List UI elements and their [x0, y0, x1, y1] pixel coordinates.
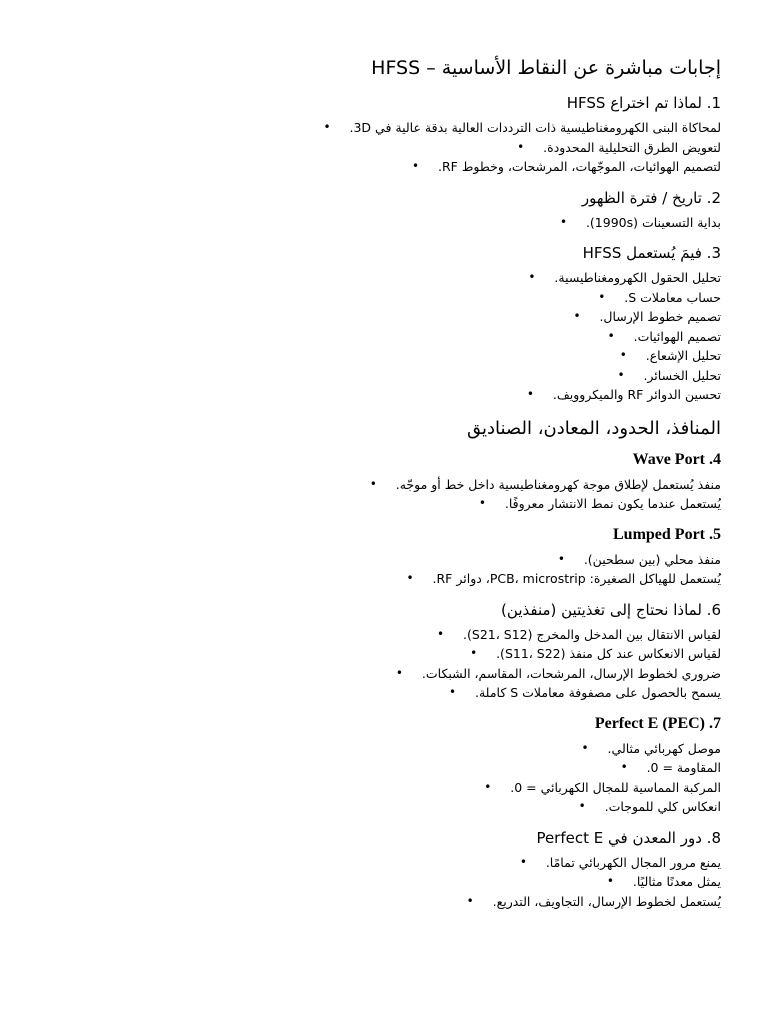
list-item-wrap — [437, 625, 721, 645]
list-item-wrap — [620, 758, 721, 778]
list-item — [261, 778, 721, 798]
bullet-icon: • — [528, 270, 536, 284]
bullet-icon: • — [620, 760, 628, 774]
list-item-wrap — [581, 739, 721, 759]
list-item-text: تحليل الإشعاع. — [645, 348, 721, 363]
list-item — [261, 683, 721, 703]
bullet-list — [261, 475, 721, 514]
section-6 — [261, 524, 721, 589]
list-item-text: لمحاكاة البنى الكهرومغناطيسية ذات الترددات العالية بدقة عالية في 3D. — [349, 120, 721, 135]
bullet-icon: • — [470, 646, 478, 660]
list-item-text: انعكاس كلي للموجات. — [604, 799, 721, 814]
section-9 — [261, 827, 721, 912]
list-item-text: يُستعمل للهياكل الصغيرة: PCB، microstrip، دوائر RF. — [432, 571, 721, 586]
list-item-text: تصميم خطوط الإرسال. — [599, 309, 721, 324]
list-item-text: المقاومة = 0. — [646, 760, 721, 775]
list-item-text: بداية التسعينات (1990s). — [585, 214, 721, 230]
list-item-wrap — [606, 872, 721, 892]
list-item-wrap — [607, 327, 721, 347]
list-item-wrap — [369, 475, 721, 495]
list-item — [261, 758, 721, 778]
bullet-icon: • — [466, 893, 474, 908]
list-item-text: لقياس الانتقال بين المدخل والمخرج (S21، S12). — [463, 626, 721, 642]
bullet-icon: • — [437, 626, 445, 641]
list-item-text: يمثل معدنًا مثاليًا. — [632, 874, 721, 889]
list-item-text: تحليل الحقول الكهرومغناطيسية. — [554, 270, 721, 285]
document-content — [261, 54, 721, 921]
list-item — [261, 625, 721, 645]
bullet-icon: • — [617, 367, 625, 382]
list-item-wrap — [470, 644, 721, 664]
section-heading: 1. لماذا تم اختراع HFSS — [566, 94, 721, 112]
list-item-text: يُستعمل لخطوط الإرسال، التجاويف، التدريع. — [492, 893, 721, 909]
list-item — [261, 385, 721, 405]
section-heading: 8. دور المعدن في Perfect E — [536, 828, 721, 847]
list-item-text: يمنع مرور المجال الكهربائي تمامًا. — [545, 854, 721, 870]
bullet-list — [261, 739, 721, 817]
list-item — [261, 307, 721, 327]
document-title: إجابات مباشرة عن النقاط الأساسية – HFSS — [371, 57, 721, 79]
bullet-icon: • — [519, 854, 527, 869]
list-item-wrap — [449, 683, 721, 703]
section-4 — [261, 415, 721, 443]
bullet-icon: • — [526, 387, 534, 401]
list-item-wrap — [573, 307, 721, 327]
list-item-wrap — [466, 892, 721, 912]
bullet-list — [261, 213, 721, 233]
list-item-wrap — [557, 550, 721, 570]
bullet-icon: • — [607, 328, 615, 343]
section-heading: 5. Lumped Port — [613, 525, 721, 543]
bullet-list — [261, 118, 721, 177]
list-item-text: لقياس الانعكاس عند كل منفذ (S11، S22). — [496, 646, 721, 661]
bullet-icon: • — [581, 740, 589, 755]
list-item-wrap — [559, 213, 721, 233]
section-8 — [261, 713, 721, 817]
section-heading: 2. تاريخ / فترة الظهور — [581, 188, 721, 207]
bullet-icon: • — [606, 874, 614, 888]
list-item-wrap — [395, 664, 721, 684]
section-5 — [261, 449, 721, 514]
list-item-text: لتصميم الهوائيات، الموجّهات، المرشحات، وخطوط RF. — [438, 159, 721, 174]
section-heading: 6. لماذا نحتاج إلى تغذيتين (منفذين) — [501, 600, 721, 619]
bullet-icon: • — [369, 476, 377, 491]
bullet-icon: • — [395, 665, 403, 680]
list-item — [261, 494, 721, 514]
section-heading: 7. Perfect E (PEC) — [594, 714, 721, 732]
list-item — [261, 118, 721, 138]
sections-container — [261, 92, 721, 911]
list-item-text: ضروري لخطوط الإرسال، المرشحات، المقاسم، الشبكات. — [421, 665, 721, 681]
list-item-text: تحليل الخسائر. — [643, 367, 721, 383]
list-item — [261, 644, 721, 664]
list-item — [261, 327, 721, 347]
list-item-wrap — [519, 853, 721, 873]
bullet-icon: • — [557, 551, 565, 566]
list-item-text: يُستعمل عندما يكون نمط الانتشار معروفًا. — [504, 496, 721, 511]
bullet-list — [261, 268, 721, 405]
list-item — [261, 797, 721, 817]
list-item-wrap — [617, 366, 721, 386]
list-item-text: تصميم الهوائيات. — [633, 328, 721, 344]
section-heading: 4. Wave Port — [632, 450, 721, 468]
bullet-icon: • — [559, 214, 568, 229]
list-item — [261, 288, 721, 308]
bullet-icon: • — [484, 779, 492, 794]
section-heading: المنافذ، الحدود، المعادن، الصناديق — [466, 417, 721, 439]
section-7 — [261, 599, 721, 703]
list-item-text: تحسين الدوائر RF والميكروويف. — [552, 387, 721, 402]
list-item — [261, 475, 721, 495]
list-item-wrap — [323, 118, 721, 138]
bullet-icon: • — [598, 289, 606, 304]
list-item-wrap — [598, 288, 721, 308]
bullet-icon: • — [449, 685, 457, 699]
bullet-list — [261, 550, 721, 589]
section-3 — [261, 242, 721, 405]
list-item — [261, 268, 721, 288]
list-item — [261, 892, 721, 912]
list-item — [261, 664, 721, 684]
list-item-text: يسمح بالحصول على مصفوفة معاملات S كاملة. — [475, 685, 721, 700]
bullet-icon: • — [619, 348, 627, 362]
list-item-wrap — [406, 569, 722, 589]
bullet-icon: • — [323, 120, 331, 134]
list-item-wrap — [526, 385, 721, 405]
list-item-text: حساب معاملات S. — [624, 289, 721, 305]
list-item — [261, 213, 721, 233]
list-item-text: منفذ يُستعمل لإطلاق موجة كهرومغناطيسية داخل خط أو موجّه. — [395, 476, 721, 492]
list-item-wrap — [478, 494, 721, 514]
list-item-text: لتعويض الطرق التحليلية المحدودة. — [543, 139, 721, 155]
section-1 — [261, 92, 721, 177]
section-heading: 3. فيمَ يُستعمل HFSS — [582, 244, 721, 262]
list-item-wrap — [517, 138, 721, 158]
bullet-icon: • — [578, 799, 586, 813]
list-item-wrap — [412, 157, 721, 177]
bullet-icon: • — [517, 139, 525, 154]
list-item — [261, 157, 721, 177]
list-item-wrap — [484, 778, 721, 798]
list-item — [261, 366, 721, 386]
list-item-wrap — [528, 268, 721, 288]
bullet-list — [261, 625, 721, 703]
bullet-icon: • — [478, 496, 486, 510]
list-item-wrap — [619, 346, 721, 366]
bullet-list — [261, 853, 721, 912]
list-item — [261, 138, 721, 158]
bullet-icon: • — [412, 159, 420, 173]
list-item-wrap — [578, 797, 721, 817]
list-item — [261, 872, 721, 892]
list-item — [261, 739, 721, 759]
section-2 — [261, 187, 721, 233]
bullet-icon: • — [406, 571, 414, 585]
list-item-text: موصل كهربائي مثالي. — [607, 740, 721, 756]
list-item — [261, 853, 721, 873]
list-item-text: المركبة المماسية للمجال الكهربائي = 0. — [510, 779, 721, 795]
list-item — [261, 550, 721, 570]
list-item-text: منفذ محلي (بين سطحين). — [583, 551, 721, 567]
list-item — [261, 569, 721, 589]
bullet-icon: • — [573, 309, 581, 323]
list-item — [261, 346, 721, 366]
